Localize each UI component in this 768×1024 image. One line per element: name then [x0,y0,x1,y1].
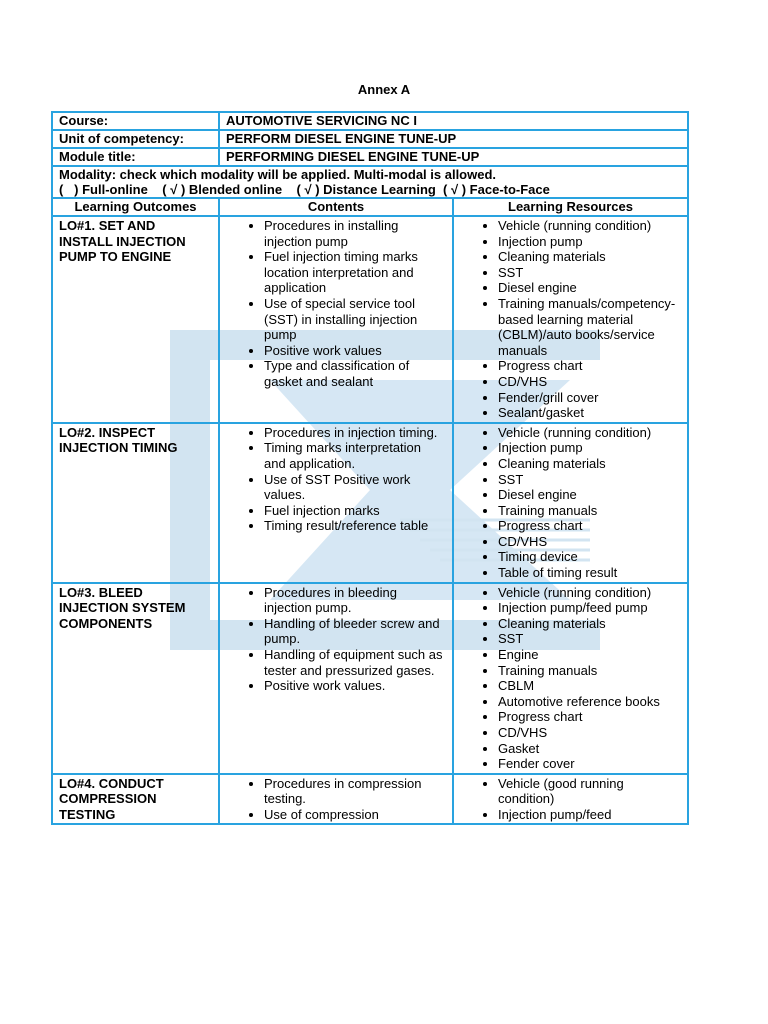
list-item: • Procedures in compression testing. [264,776,446,807]
list-item: • Timing result/reference table [264,518,446,534]
list-item: • Injection pump/feed pump [498,600,681,616]
list-item: • Diesel engine [498,487,681,503]
contents-cell [219,216,453,423]
list-item: • SST [498,265,681,281]
list-item: • Positive work values. [264,678,446,694]
contents-cell [219,774,453,825]
resources-list [460,425,681,581]
list-item: • CD/VHS [498,725,681,741]
resources-list [460,585,681,772]
column-header: Contents [219,198,453,216]
list-item: • Type and classification of gasket and sealant [264,358,446,389]
unit-label: Unit of competency: [52,130,219,148]
list-item: • Sealant/gasket [498,405,681,421]
resources-cell [453,216,688,423]
list-item: • Injection pump/feed [498,807,681,822]
learning-outcome: LO#2. INSPECT INJECTION TIMING [52,423,219,583]
list-item: • Gasket [498,741,681,757]
unit-row [52,130,688,148]
list-item: • Vehicle (good running condition) [498,776,681,807]
list-item: • Procedures in bleeding injection pump. [264,585,446,616]
list-item: • Use of special service tool (SST) in installing injection pump [264,296,446,343]
module-label: Module title: [52,148,219,166]
list-item: • Use of compression [264,807,446,822]
table-body [52,216,688,824]
course-row [52,112,688,130]
list-item: • CBLM [498,678,681,694]
list-item: • Vehicle (running condition) [498,585,681,601]
contents-list [226,218,446,390]
list-item: • Vehicle (running condition) [498,425,681,441]
list-item: • Positive work values [264,343,446,359]
contents-list [226,425,446,534]
modality-row [52,166,688,198]
list-item: • Cleaning materials [498,249,681,265]
list-item: • Timing marks interpretation and application. [264,440,446,471]
list-item: • Cleaning materials [498,616,681,632]
list-item: • Progress chart [498,518,681,534]
resources-list [460,776,681,822]
module-row [52,148,688,166]
list-item: • Handling of bleeder screw and pump. [264,616,446,647]
column-headers [52,198,688,216]
column-header: Learning Outcomes [52,198,219,216]
table-row [52,423,688,583]
list-item: • Vehicle (running condition) [498,218,681,234]
list-item: • Progress chart [498,358,681,374]
list-item: • Table of timing result [498,565,681,581]
course-label: Course: [52,112,219,130]
table-row [52,583,688,774]
list-item: • Injection pump [498,234,681,250]
list-item: • Timing device [498,549,681,565]
learning-outcome: LO#3. BLEED INJECTION SYSTEM COMPONENTS [52,583,219,774]
contents-list [226,585,446,694]
list-item: • Training manuals [498,663,681,679]
learning-outcome: LO#1. SET AND INSTALL INJECTION PUMP TO ENGINE [52,216,219,423]
list-item: • Fuel injection marks [264,503,446,519]
resources-cell [453,583,688,774]
curriculum-table [51,111,689,825]
contents-list [226,776,446,822]
list-item: • Engine [498,647,681,663]
list-item: • SST [498,631,681,647]
list-item: • Procedures in injection timing. [264,425,446,441]
list-item: • Injection pump [498,440,681,456]
unit-value: PERFORM DIESEL ENGINE TUNE-UP [219,130,688,148]
contents-cell [219,423,453,583]
table-row [52,216,688,423]
list-item: • Diesel engine [498,280,681,296]
list-item: • Progress chart [498,709,681,725]
modality-instructions: Modality: check which modality will be applied. Multi-modal is allowed. [59,167,497,182]
contents-cell [219,583,453,774]
resources-list [460,218,681,421]
list-item: • SST [498,472,681,488]
course-value: AUTOMOTIVE SERVICING NC I [219,112,688,130]
resources-cell [453,423,688,583]
list-item: • Automotive reference books [498,694,681,710]
list-item: • Use of SST Positive work values. [264,472,446,503]
modality-options: ( ) Full-online ( √ ) Blended online ( √ ) Distance Learning ( √ ) Face-to-Face [59,182,550,197]
table-row [52,774,688,825]
list-item: • CD/VHS [498,374,681,390]
list-item: • Training manuals [498,503,681,519]
resources-cell [453,774,688,825]
module-value: PERFORMING DIESEL ENGINE TUNE-UP [219,148,688,166]
column-header: Learning Resources [453,198,688,216]
list-item: • Handling of equipment such as tester and pressurized gases. [264,647,446,678]
list-item: • Fender cover [498,756,681,772]
list-item: • Cleaning materials [498,456,681,472]
list-item: • Procedures in installing injection pump [264,218,446,249]
list-item: • CD/VHS [498,534,681,550]
page-title: Annex A [357,82,411,97]
list-item: • Fender/grill cover [498,390,681,406]
list-item: • Fuel injection timing marks location interpretation and application [264,249,446,296]
learning-outcome: LO#4. CONDUCT COMPRESSION TESTING [52,774,219,825]
list-item: • Training manuals/competency-based learning material (CBLM)/auto books/service manuals [498,296,681,358]
